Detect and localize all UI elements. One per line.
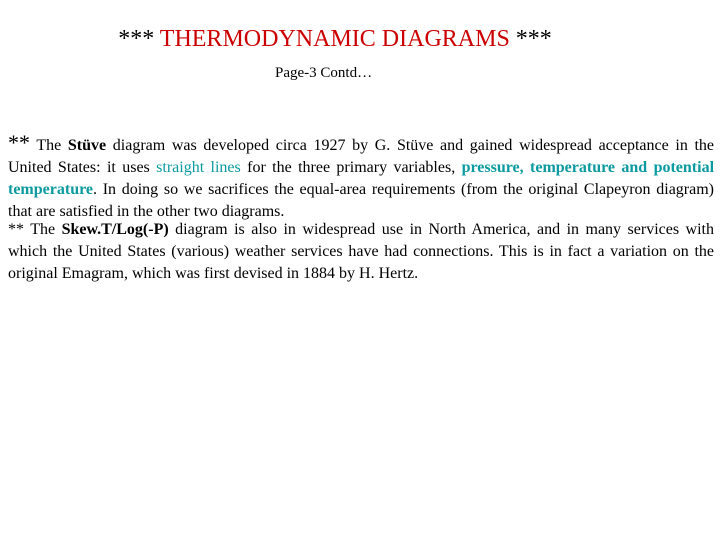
paragraph-bullet: **	[8, 130, 30, 155]
variables-highlight: pressure, temperature and potential temperature	[8, 159, 715, 198]
paragraph-bullet: **	[8, 221, 24, 238]
skewt-paragraph	[8, 219, 714, 285]
straight-lines-highlight: straight lines	[156, 159, 241, 176]
text-segment: . In doing so we sacrifices the equal-area requirements (from the original Clapeyron diagram) that are satisfied in the other two diagrams.	[8, 181, 714, 220]
title-stars-right: ***	[515, 26, 552, 52]
stuve-paragraph	[8, 132, 714, 223]
text-segment: The	[36, 137, 68, 154]
text-segment: for the three primary variables,	[240, 159, 462, 176]
stuve-term: Stüve	[67, 137, 107, 154]
page-subtitle: Page-3 Contd…	[275, 65, 373, 81]
skewt-term: Skew.T/Log(-P)	[61, 221, 169, 238]
title-stars-left: ***	[118, 26, 155, 52]
text-segment: diagram is also in widespread use in North America, and in many services with which the United States (various) weather services have had connections. This is in fact a variation on the original Emagram, which was first devised in 1884 by H. Hertz.	[8, 221, 714, 282]
text-segment: The	[24, 221, 62, 238]
text-segment: diagram was developed circa 1927 by G. Stüve and gained widespread acceptance in the United States: it uses	[8, 137, 715, 176]
page-title	[0, 24, 670, 54]
title-text: THERMODYNAMIC DIAGRAMS	[159, 26, 510, 52]
